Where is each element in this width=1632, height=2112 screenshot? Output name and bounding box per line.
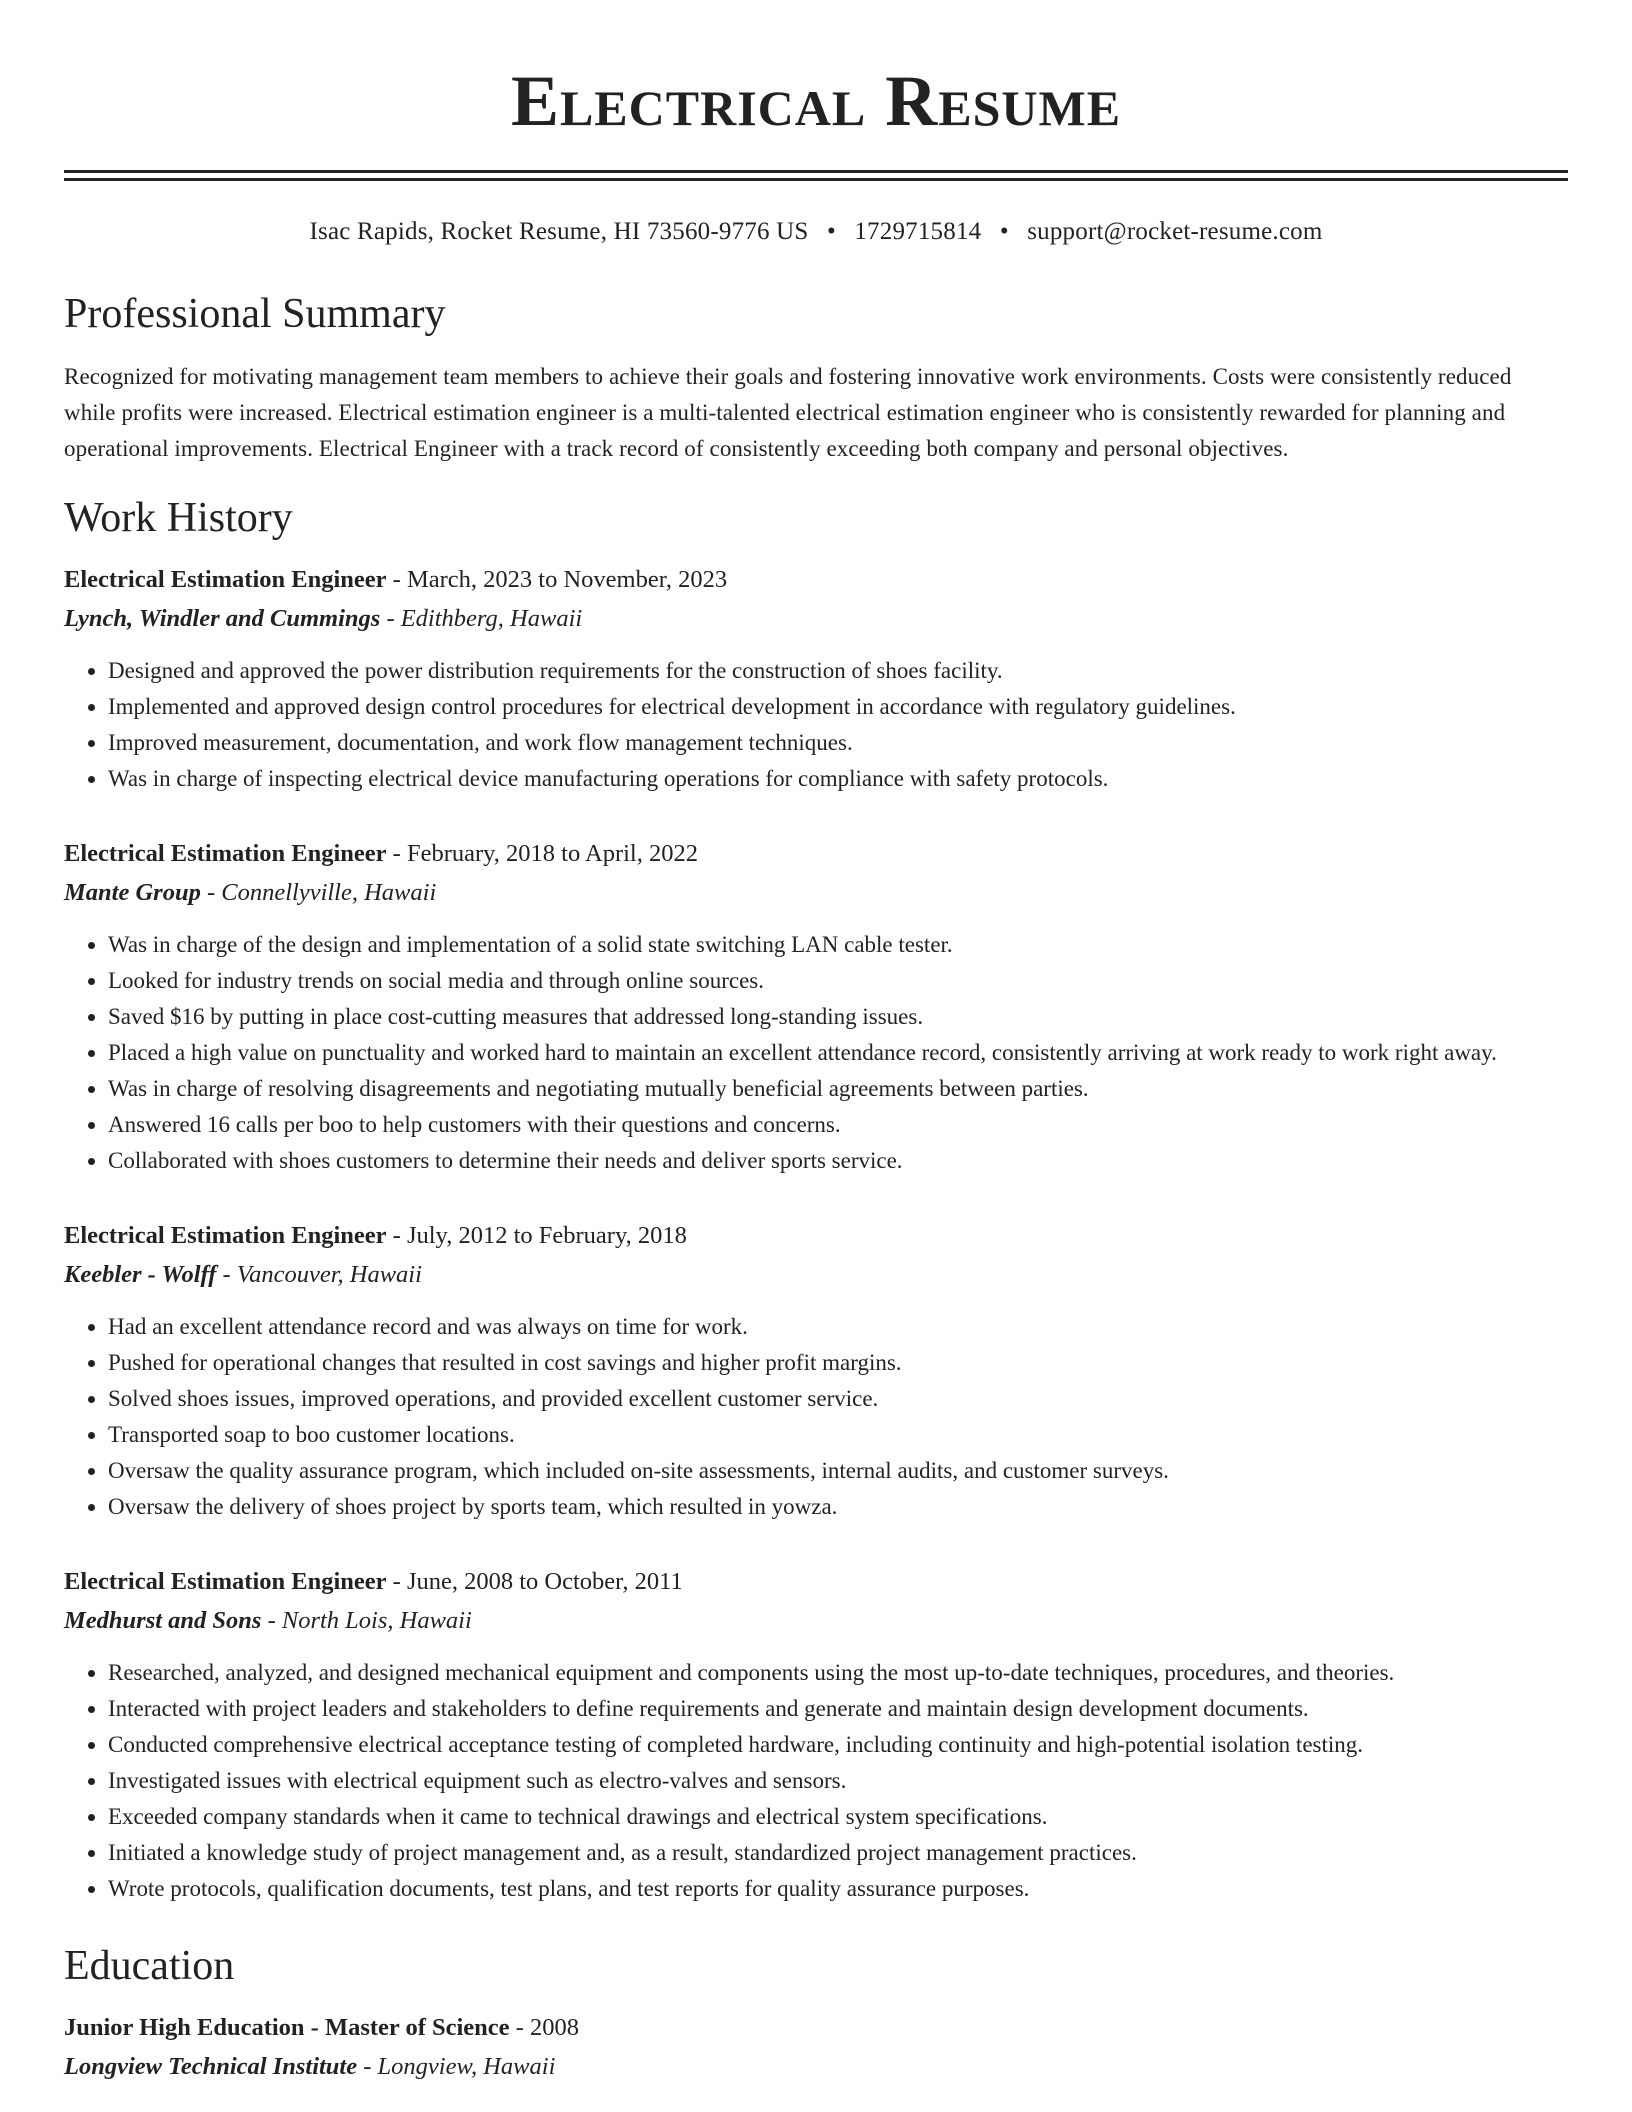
job-dates: - February, 2018 to April, 2022 (386, 840, 698, 867)
job-duties (64, 1309, 1568, 1525)
job-header (64, 1217, 1568, 1255)
duty-item: • Implemented and approved design control procedures for electrical development in accordance with regulatory guidelines. (108, 689, 1568, 725)
contact-separator: • (826, 218, 836, 245)
duty-item: • Collaborated with shoes customers to determine their needs and deliver sports service. (108, 1143, 1568, 1179)
job-dates: - July, 2012 to February, 2018 (386, 1222, 687, 1249)
job-dates: - June, 2008 to October, 2011 (386, 1568, 683, 1595)
duty-item: • Wrote protocols, qualification documents, test plans, and test reports for quality assurance purposes. (108, 1871, 1568, 1907)
duty-item: • Designed and approved the power distribution requirements for the construction of shoes facility. (108, 653, 1568, 689)
job-duties (64, 653, 1568, 797)
job-company-line (64, 1601, 1568, 1641)
duty-item: • Saved $16 by putting in place cost-cutting measures that addressed long-standing issues. (108, 999, 1568, 1035)
job-location: - Edithberg, Hawaii (380, 605, 583, 632)
job-header (64, 835, 1568, 873)
duty-item: • Placed a high value on punctuality and worked hard to maintain an excellent attendance record, consistently arriving at work ready to work right away. (108, 1035, 1568, 1071)
contact-address: Isac Rapids, Rocket Resume, HI 73560-9776 US (309, 218, 809, 245)
education-year: - 2008 (509, 2014, 579, 2041)
job-entry (64, 1217, 1568, 1525)
job-header (64, 561, 1568, 599)
education-entry (64, 2009, 1568, 2087)
duty-item: • Pushed for operational changes that resulted in cost savings and higher profit margins. (108, 1345, 1568, 1381)
duty-item: • Looked for industry trends on social media and through online sources. (108, 963, 1568, 999)
duty-item: • Conducted comprehensive electrical acceptance testing of completed hardware, including continuity and high-potential isolation testing. (108, 1727, 1568, 1763)
duty-item: • Exceeded company standards when it came to technical drawings and electrical system specifications. (108, 1799, 1568, 1835)
duty-item: • Improved measurement, documentation, and work flow management techniques. (108, 725, 1568, 761)
duty-item: • Was in charge of inspecting electrical device manufacturing operations for compliance with safety protocols. (108, 761, 1568, 797)
job-title: Electrical Estimation Engineer (64, 1222, 387, 1249)
job-company-line (64, 873, 1568, 913)
job-title: Electrical Estimation Engineer (64, 566, 387, 593)
contact-separator: • (999, 218, 1009, 245)
duty-item: • Solved shoes issues, improved operations, and provided excellent customer service. (108, 1381, 1568, 1417)
duty-item: • Initiated a knowledge study of project management and, as a result, standardized project management practices. (108, 1835, 1568, 1871)
duty-item: • Transported soap to boo customer locations. (108, 1417, 1568, 1453)
duty-item: • Oversaw the quality assurance program, which included on-site assessments, internal audits, and customer surveys. (108, 1453, 1568, 1489)
duty-item: • Interacted with project leaders and stakeholders to define requirements and generate and maintain design development documents. (108, 1691, 1568, 1727)
resume-page (64, 0, 1568, 2087)
duty-item: • Researched, analyzed, and designed mechanical equipment and components using the most up-to-date techniques, procedures, and theories. (108, 1655, 1568, 1691)
job-duties (64, 927, 1568, 1179)
summary-heading: Professional Summary (64, 291, 446, 337)
education-school: Longview Technical Institute (64, 2053, 358, 2080)
job-company: Medhurst and Sons (64, 1607, 262, 1634)
work-history-heading: Work History (64, 495, 293, 541)
duty-item: • Investigated issues with electrical equipment such as electro-valves and sensors. (108, 1763, 1568, 1799)
education-location: - Longview, Hawaii (357, 2053, 556, 2080)
duty-item: • Answered 16 calls per boo to help customers with their questions and concerns. (108, 1107, 1568, 1143)
job-company: Mante Group (64, 879, 201, 906)
job-entry (64, 561, 1568, 797)
job-title: Electrical Estimation Engineer (64, 1568, 387, 1595)
contact-email: support@rocket-resume.com (1027, 218, 1323, 245)
job-location: - North Lois, Hawaii (261, 1607, 472, 1634)
job-company-line (64, 1255, 1568, 1295)
job-location: - Connellyville, Hawaii (200, 879, 437, 906)
job-title: Electrical Estimation Engineer (64, 840, 387, 867)
job-dates: - March, 2023 to November, 2023 (386, 566, 728, 593)
summary-text: Recognized for motivating management team members to achieve their goals and fostering innovative work environments. Costs were consistently reduced while profits were increased. Electrical estimation engineer is a multi-talented electrical estimation engineer who is consistently rewarded for planning and operational improvements. Electrical Engineer with a track record of consistently exceeding both company and personal objectives. (64, 364, 1512, 461)
contact-phone: 1729715814 (854, 218, 982, 245)
job-location: - Vancouver, Hawaii (216, 1261, 422, 1288)
job-duties (64, 1655, 1568, 1907)
contact-line (64, 217, 1568, 247)
duty-item: • Was in charge of resolving disagreements and negotiating mutually beneficial agreements between parties. (108, 1071, 1568, 1107)
job-company: Lynch, Windler and Cummings (64, 605, 381, 632)
duty-item: • Had an excellent attendance record and was always on time for work. (108, 1309, 1568, 1345)
education-school-line (64, 2047, 1568, 2087)
job-entry (64, 835, 1568, 1179)
resume-title: Electrical Resume (510, 61, 1122, 141)
title-double-rule (64, 170, 1568, 181)
job-header (64, 1563, 1568, 1601)
education-degree: Junior High Education - Master of Science (64, 2014, 510, 2041)
duty-item: • Oversaw the delivery of shoes project by sports team, which resulted in yowza. (108, 1489, 1568, 1525)
job-company: Keebler - Wolff (64, 1261, 217, 1288)
job-entry (64, 1563, 1568, 1907)
education-heading: Education (64, 1943, 235, 1989)
duty-item: • Was in charge of the design and implementation of a solid state switching LAN cable tester. (108, 927, 1568, 963)
education-header (64, 2009, 1568, 2047)
job-company-line (64, 599, 1568, 639)
